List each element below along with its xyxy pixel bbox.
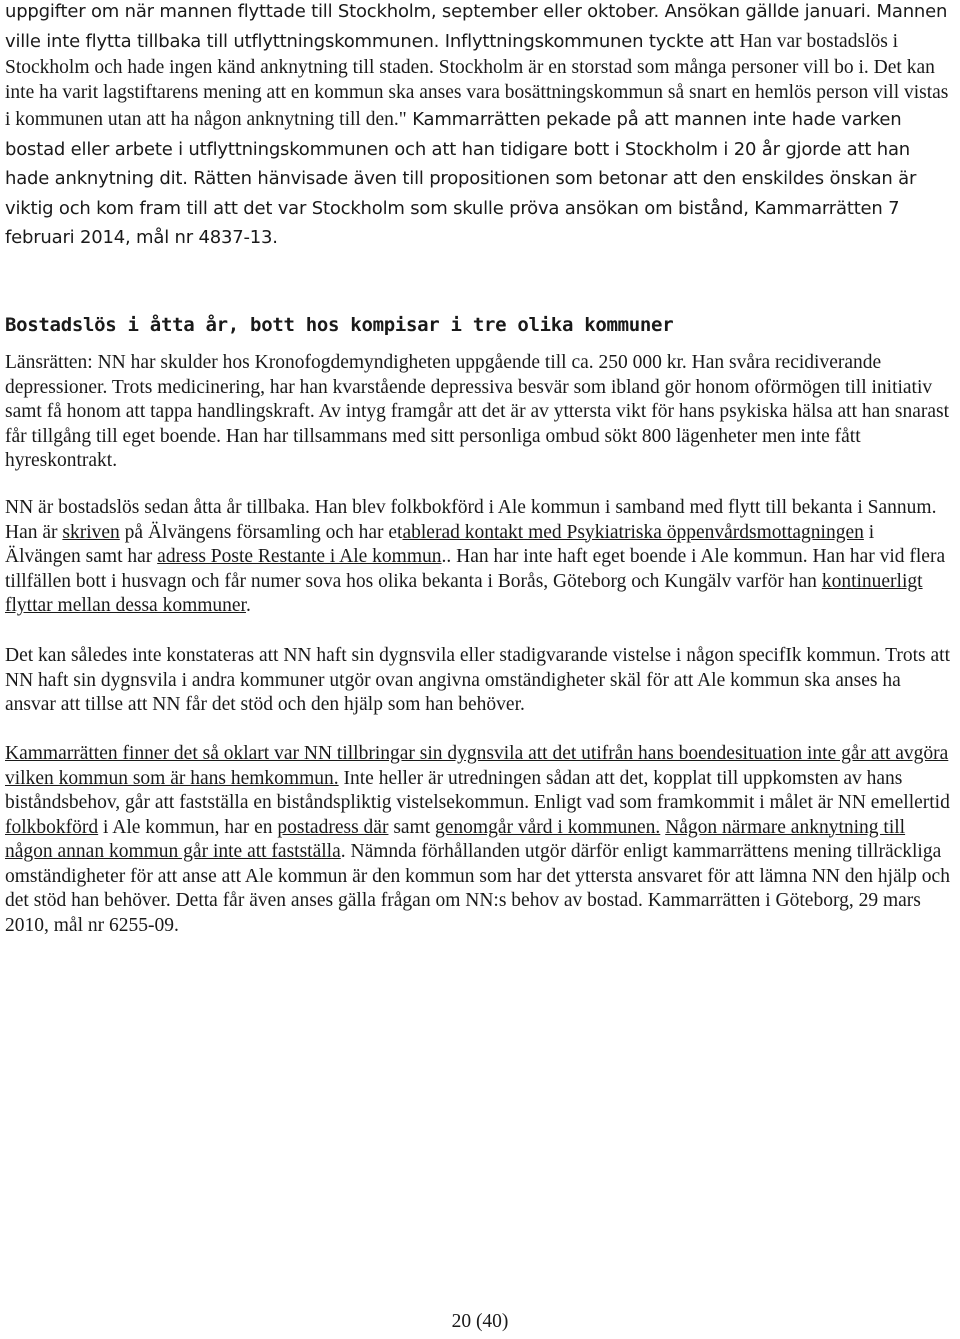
paragraph-kammarratten xyxy=(5,742,953,938)
para2-text-4: .. Han har inte haft eget boende i Ale kommun. Han har vid flera tillfällen bott i husvagn och får numer sova hos olika bekanta i Borås, Göteborg och Kungälv varför han xyxy=(5,546,946,592)
intro-quote: Han var bostadslös i Stockholm och hade ingen känd anknytning till staden. Stockholm är en storstad som många personer vill bo i. Det kan inte ha varit lagstiftarens mening att en kommun ska anses vara bosättningskommun så snart en hemlös person vill vistas i kommunen utan att ha någon anknytning till den." xyxy=(5,30,949,130)
para4-underlined-vard: genomgår vård i kommunen. xyxy=(435,816,661,838)
page-number: 20 (40) xyxy=(451,1311,509,1332)
para2-link-skriven: skriven xyxy=(62,521,120,543)
para4-underlined-postadress: postadress där xyxy=(277,816,389,838)
para4-text-5: . Nämnda förhållanden utgör därför enligt kammarrättens mening tillräckliga omständigheter för att anse att Ale kommun är den kommun som har det yttersta ansvaret för att lämna NN den hjälp och det stöd han behöver. Detta får även anses gälla frågan om NN:s behov av bostad. Kammarrätten i Göteborg, 29 mars 2010, mål nr 6255-09. xyxy=(5,841,950,936)
para2-link-flyttar: kontinuerligt flyttar mellan dessa kommuner xyxy=(5,570,923,616)
paragraph-bostadslos xyxy=(5,496,953,619)
para4-underlined-folkbokford: folkbokförd xyxy=(5,816,99,838)
para2-link-adress: adress Poste Restante i Ale kommun xyxy=(157,546,442,567)
para2-text-5: . xyxy=(245,595,251,616)
para4-text-1: Inte heller är utredningen sådan att det, kopplat till uppkomsten av hans biståndsbehov, går att fastställa en biståndspliktig vistelsekommun. Enligt vad som framkommit i målet är NN emellertid xyxy=(5,767,950,813)
para4-text-2: i Ale kommun, har en xyxy=(98,816,278,838)
para2-text-3: i Älvängen samt har xyxy=(5,521,875,567)
paragraph-lansratten: Länsrätten: NN har skulder hos Kronofogdemyndigheten uppgående till ca. 250 000 kr. Han svåra recidiverande depressioner. Trots medicinering, har han kvarstående depressiva besvär som ibland gör honom oförmögen till initiativ samt få honom att tappa handlingskraft. Av intyg framgår att det är av yttersta vikt för hans psykiska hälsa att han snarast får tillgång till eget boende. Han har tillsammans med sitt personliga ombud sökt 800 lägenheter men inte fått hyreskontrakt. xyxy=(5,352,950,471)
para4-underlined-1: Kammarrätten finner det så oklart var NN tillbringar sin dygnsvila att det utifrån hans boendesituation inte går att avgöra vilken kommun som är hans hemkommun. xyxy=(5,743,949,789)
para4-underlined-anknytning: Någon närmare anknytning till någon annan kommun går inte att fastställa xyxy=(5,816,906,862)
section-heading: Bostadslös i åtta år, bott hos kompisar i tre olika kommuner xyxy=(5,314,674,336)
intro-text-part-1: uppgifter om när mannen flyttade till Stockholm, september eller oktober. Ansökan gällde januari. Mannen ville inte flytta tillbaka till utflyttningskommunen. Inflyttningskommunen tyckte att xyxy=(5,1,948,52)
para2-text-1: NN är bostadslös sedan åtta år tillbaka. Han blev folkbokförd i Ale kommun i samband med flytt till bekanta i Sannum. Han är xyxy=(5,497,937,543)
para2-link-kontakt: ablerad kontakt med Psykiatriska öppenvårdsmottagningen xyxy=(402,521,864,543)
paragraph-dygnsvila: Det kan således inte konstateras att NN haft sin dygnsvila eller stadigvarande vistelse i någon specifIk kommun. Trots att NN haft sin dygnsvila i andra kommuner utgör ovan angivna omständigheter skäl för att Ale kommun ska anses ha ansvar att tillse att NN får det stöd och den hjälp som han behöver. xyxy=(5,645,951,715)
para4-text-3: samt xyxy=(388,816,436,838)
intro-text-part-2: Kammarrätten pekade på att mannen inte hade varken bostad eller arbete i utflyttningskommunen och att han tidigare bott i Stockholm i 20 år gjorde att han hade anknytning dit. Rätten hänvisade även till propositionen som betonar att den enskildes önskan är viktig och kom fram till att det var Stockholm som skulle pröva ansökan om bistånd, Kammarrätten 7 februari 2014, mål nr 4837-13. xyxy=(5,109,917,248)
intro-paragraph xyxy=(5,0,953,253)
para2-text-2: på Älvängens församling och har et xyxy=(119,521,403,543)
